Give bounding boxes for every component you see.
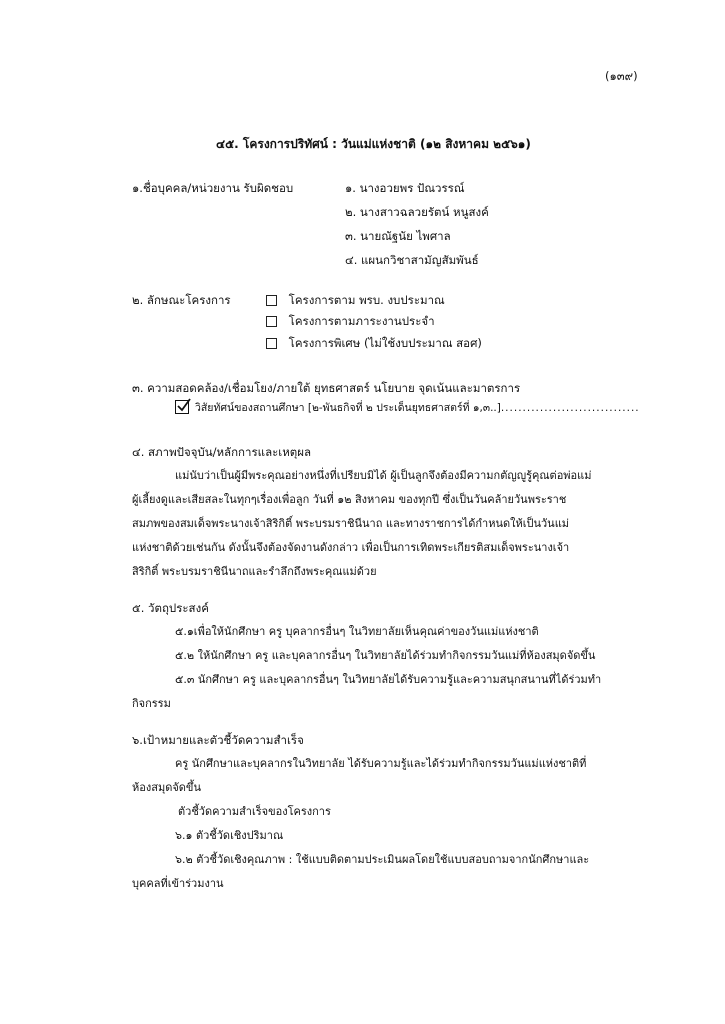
project-type-option-1-label: โครงการตาม พรบ. งบประมาณ bbox=[288, 293, 445, 307]
success-indicators-heading: ตัวชี้วัดความสำเร็จของโครงการ bbox=[178, 805, 331, 818]
responsible-person-1: ๑. นางอวยพร ปัณวรรณ์ bbox=[345, 181, 465, 195]
rationale-line-5: สิริกิติ์ พระบรมราชินีนาถและรำลึกถึงพระคุณแม่ด้วย bbox=[132, 565, 377, 578]
objective-2: ๕.๒ ให้นักศึกษา ครู และบุคลากรอื่นๆ ในวิทยาลัยได้ร่วมทำกิจกรรมวันแม่ที่ห้องสมุดจัดขึ้น bbox=[175, 649, 596, 662]
fill-in-dots: ................................ bbox=[500, 402, 640, 414]
project-type-option-3 bbox=[266, 335, 482, 351]
rationale-line-1: แม่นับว่าเป็นผู้มีพระคุณอย่างหนึ่งที่เปรียบมิได้ ผู้เป็นลูกจึงต้องมีความกตัญญูรู้คุณต่อพ่อแม่ bbox=[175, 469, 592, 482]
section-3-label: ๓. ความสอดคล้อง/เชื่อมโยง/ภายใต้ ยุทธศาสตร์ นโยบาย จุดเน้นและมาตรการ bbox=[132, 381, 521, 395]
target-line-2: ห้องสมุดจัดขึ้น bbox=[132, 781, 201, 794]
objective-3-continued: กิจกรรม bbox=[132, 697, 171, 710]
section-5-label: ๕. วัตถุประสงค์ bbox=[132, 601, 209, 615]
project-type-option-2 bbox=[266, 313, 435, 329]
rationale-line-4: แห่งชาติด้วยเช่นกัน ดังนั้นจึงต้องจัดงานดังกล่าว เพื่อเป็นการเทิดพระเกียรติสมเด็จพระนางเจ้า bbox=[132, 541, 570, 554]
section-4-label: ๔. สภาพปัจจุบัน/หลักการและเหตุผล bbox=[132, 445, 312, 459]
target-line-1: ครู นักศึกษาและบุคลากรในวิทยาลัย ได้รับความรู้และได้ร่วมทำกิจกรรมวันแม่แห่งชาติที่ bbox=[175, 757, 587, 770]
project-type-option-3-label: โครงการพิเศษ (ไม่ใช้งบประมาณ สอศ) bbox=[288, 336, 482, 350]
section-6-label: ๖.เป้าหมายและตัวชี้วัดความสำเร็จ bbox=[132, 733, 304, 747]
rationale-line-3: สมภพของสมเด็จพระนางเจ้าสิริกิติ์ พระบรมราชินีนาถ และทางราชการได้กำหนดให้เป็นวันแม่ bbox=[132, 517, 570, 530]
responsible-person-3: ๓. นายณัฐนัย ไพศาล bbox=[345, 229, 451, 243]
checkbox-empty-icon bbox=[266, 295, 277, 306]
page-title: ๔๕. โครงการปริทัศน์ : วันแม่แห่งชาติ (๑๒ สิงหาคม ๒๕๖๑) bbox=[216, 137, 531, 151]
page-number: (๑๓๙) bbox=[605, 69, 638, 83]
strategy-alignment-text: วิสัยทัศน์ของสถานศึกษา [๒-พันธกิจที่ ๒ ประเด็นยุทธศาสตร์ที่ ๑,๓..] bbox=[195, 402, 501, 414]
checkbox-empty-icon bbox=[266, 316, 277, 327]
quantitative-indicator: ๖.๑ ตัวชี้วัดเชิงปริมาณ bbox=[175, 829, 284, 842]
checkbox-empty-icon bbox=[266, 338, 277, 349]
qualitative-indicator-continued: บุคคลที่เข้าร่วมงาน bbox=[132, 877, 224, 890]
objective-3: ๕.๓ นักศึกษา ครู และบุคลากรอื่นๆ ในวิทยาลัยได้รับความรู้และความสนุกสนานที่ได้ร่วมทำ bbox=[175, 673, 602, 686]
project-type-option-2-label: โครงการตามภาระงานประจำ bbox=[288, 314, 435, 328]
project-type-option-1 bbox=[266, 292, 445, 308]
objective-1: ๕.๑เพื่อให้นักศึกษา ครู บุคลากรอื่นๆ ในวิทยาลัยเห็นคุณค่าของวันแม่แห่งชาติ bbox=[175, 625, 539, 638]
checkbox-checked-icon bbox=[175, 400, 189, 414]
strategy-alignment-item bbox=[195, 400, 640, 416]
responsible-person-2: ๒. นางสาวฉลวยรัตน์ หนูสงค์ bbox=[345, 205, 489, 219]
section-2-label: ๒. ลักษณะโครงการ bbox=[132, 293, 231, 307]
responsible-person-4: ๔. แผนกวิชาสามัญสัมพันธ์ bbox=[345, 253, 479, 267]
section-1-label: ๑.ชื่อบุคคล/หน่วยงาน รับผิดชอบ bbox=[132, 181, 294, 195]
qualitative-indicator: ๖.๒ ตัวชี้วัดเชิงคุณภาพ : ใช้แบบติดตามประเมินผลโดยใช้แบบสอบถามจากนักศึกษาและ bbox=[175, 853, 590, 866]
rationale-line-2: ผู้เลี้ยงดูและเสียสละในทุกๆเรื่องเพื่อลูก วันที่ ๑๒ สิงหาคม ของทุกปี ซึ่งเป็นวันคล้ายวันพระราช bbox=[132, 493, 567, 506]
